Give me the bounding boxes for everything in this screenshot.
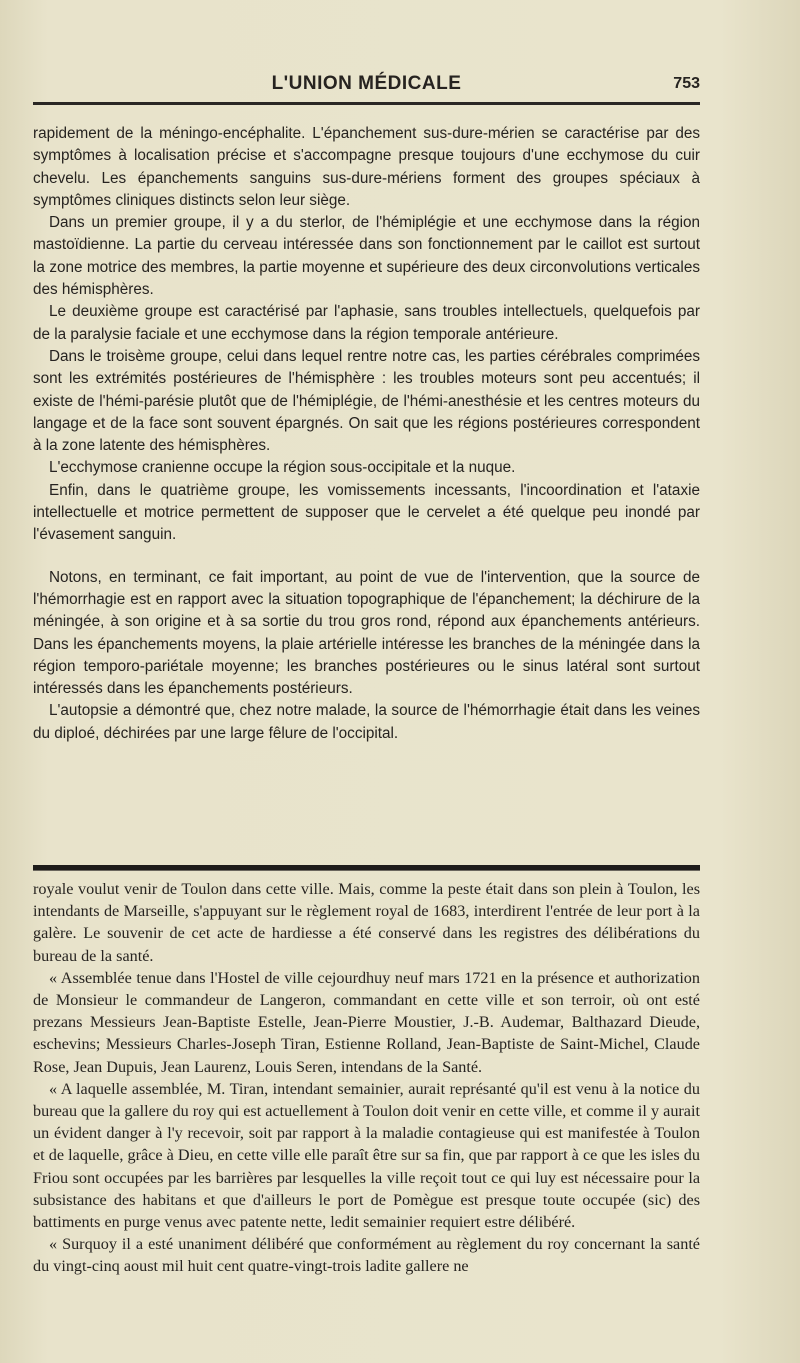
paragraph: Le deuxième groupe est caractérisé par l'aphasie, sans troubles intellectuels, quelquefois par de la paralysie faciale et une ecchymose dans la région temporale antérieure. [33, 303, 700, 343]
section-divider [33, 865, 700, 871]
paragraph: « A laquelle assemblée, M. Tiran, intendant semainier, aurait représanté qu'il est venu à la notice du bureau que la gallere du roy qui est actuellement à Toulon doit venir en cette ville, et comme il y aurait un évident danger à l'y recevoir, soit par rapport à la maladie contagieuse qui est manifestée à Toulon et de laquelle, grâce à Dieu, en cette ville elle paraît être sur sa fin, que par rapport à ce que les isles du Friou sont occupées par les barrières par lesquelles la ville reçoit tout ce qui luy est nécessaire pour la subsistance des habitans et que d'ailleurs le port de Pomègue est presque toute occupée (sic) des battiments en purge venus avec patente nette, ledit semainier requiert estre délibéré. [33, 1079, 700, 1232]
paragraph: L'autopsie a démontré que, chez notre malade, la source de l'hémorrhagie était dans les veines du diploé, déchirées par une large fêlure de l'occipital. [33, 702, 700, 742]
paragraph: rapidement de la méningo-encéphalite. L'épanchement sus-dure-mérien se caractérise par des symptômes à localisation précise et s'accompagne presque toujours d'une ecchymose du cuir chevelu. Les épanchements sanguins sus-dure-mériens forment des groupes spéciaux à symptômes cliniques distincts selon leur siège. [33, 125, 700, 209]
page-number: 753 [673, 75, 700, 92]
article-body [33, 123, 700, 745]
header-rule [33, 102, 700, 105]
paragraph: Dans le troisème groupe, celui dans lequel rentre notre cas, les parties cérébrales comprimées sont les extrémités postérieures de l'hémisphère : les troubles moteurs sont peu accentués; il existe de l'hémi-parésie plutôt que de l'hémiplégie, de l'hémi-anesthésie et les centres moteurs du langage et de la face sont souvent épargnés. On sait que les régions postérieures correspondent à la zone latente des hémisphères. [33, 347, 700, 455]
feuilleton-body [33, 878, 700, 1278]
paragraph: « Surquoy il a esté unaniment délibéré que conformément au règlement du roy concernant la santé du vingt-cinq aoust mil huit cent quatre-vingt-trois ladite gallere ne [33, 1235, 700, 1276]
paragraph: L'ecchymose cranienne occupe la région sous-occipitale et la nuque. [49, 459, 516, 477]
paragraph: Dans un premier groupe, il y a du sterlor, de l'hémiplégie et une ecchymose dans la région mastoïdienne. La partie du cerveau intéressée dans son fonctionnement par le caillot est surtout la zone motrice des membres, la partie moyenne et supérieure des deux circonvolutions verticales des hémisphères. [33, 214, 700, 299]
running-title: L'UNION MÉDICALE [271, 73, 462, 94]
paragraph: royale voulut venir de Toulon dans cette ville. Mais, comme la peste était dans son plein à Toulon, les intendants de Marseille, s'appuyant sur le règlement royal de 1683, interdirent l'entrée de leur port à la galère. Le souvenir de cet acte de hardiesse a été conservé dans les registres des délibérations du bureau de la santé. [33, 880, 700, 965]
page-header [33, 73, 700, 103]
paragraph: Notons, en terminant, ce fait important, au point de vue de l'intervention, que la source de l'hémorrhagie est en rapport avec la situation topographique de l'épanchement; la déchirure de la méningée, à son origine et à sa sortie du trou gros rond, répond aux épanchements antérieurs. Dans les épanchements moyens, la plaie artérielle intéresse les branches de la méningée dans la région temporo-pariétale moyenne; les branches postérieures ou le sinus latéral sont surtout intéressés dans les épanchements postérieurs. [33, 568, 700, 698]
paragraph: Enfin, dans le quatrième groupe, les vomissements incessants, l'incoordination et l'ataxie intellectuelle et motrice permettent de supposer que le cervelet a été quelque peu inondé par l'évasement sanguin. [33, 481, 700, 544]
paragraph: « Assemblée tenue dans l'Hostel de ville cejourdhuy neuf mars 1721 en la présence et authorization de Monsieur le commandeur de Langeron, commandant en cette ville et son terroir, où ont esté prezans Messieurs Jean-Baptiste Estelle, Jean-Pierre Moustier, J.-B. Audemar, Balthazard Dieude, eschevins; Messieurs Charles-Joseph Tiran, Estienne Rolland, Jean-Baptiste de Saint-Michel, Claude Rose, Jean Dupuis, Jean Laurenz, Louis Seren, intendans de la Santé. [33, 968, 700, 1076]
